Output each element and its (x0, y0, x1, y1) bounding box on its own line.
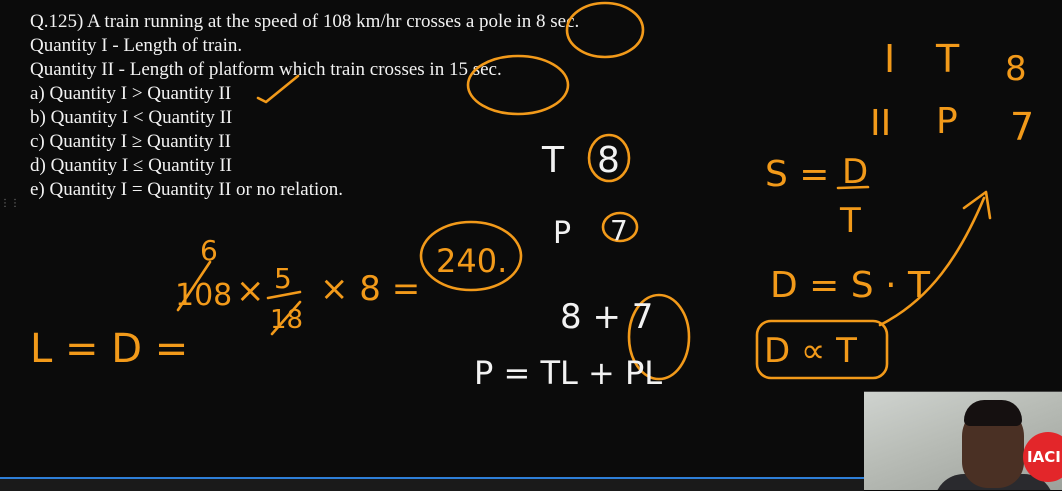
hw-p-label: P (936, 101, 958, 142)
hw-reduced-6: 6 (200, 234, 218, 267)
drag-handle-icon[interactable]: ⋮⋮ (0, 198, 20, 209)
hw-speed-lhs: S = (765, 154, 830, 195)
option-c: c) Quantity I ≥ Quantity II (30, 131, 231, 152)
hw-p-value: 7 (1010, 105, 1035, 149)
option-a: a) Quantity I > Quantity II (30, 83, 232, 104)
option-d: d) Quantity I ≤ Quantity II (30, 155, 232, 176)
hw-platform-eq: P = TL + PL (474, 354, 663, 392)
hw-frac-num: 5 (274, 262, 292, 295)
hw-mid-p-label: P (553, 216, 572, 251)
hw-times: × (236, 271, 265, 311)
hw-sum: 8 + 7 (560, 297, 654, 337)
question-line-2: Quantity I - Length of train. (30, 35, 243, 56)
presenter-hair (964, 400, 1022, 426)
question-line-1: Q.125) A train running at the speed of 108 km/hr crosses a pole in 8 sec. (30, 11, 580, 32)
question-line-3: Quantity II - Length of platform which train crosses in 15 sec. (30, 59, 502, 80)
option-e: e) Quantity I = Quantity II or no relation. (30, 179, 344, 200)
channel-logo: IACI (1023, 432, 1062, 482)
hw-mid-p-value: 7 (610, 214, 628, 247)
hw-roman-two: II (870, 103, 892, 144)
hw-t-value: 8 (1005, 49, 1027, 89)
check-mark-icon (258, 76, 298, 102)
hw-frac-den: 18 (270, 305, 304, 335)
hw-length-lhs: L = D = (30, 326, 189, 372)
hw-struck-108: 108 (175, 278, 233, 313)
circle-8-sec (567, 3, 643, 57)
hw-speed-numerator: D (842, 152, 869, 192)
hw-t-label: T (936, 37, 960, 81)
circle-15-sec (468, 56, 568, 114)
hw-result-240: 240. (436, 242, 508, 280)
hw-distance-formula: D = S · T (770, 265, 930, 306)
hw-times-8: × 8 = (320, 269, 421, 309)
hw-roman-one: I (884, 37, 896, 81)
hw-mid-t-label: T (542, 140, 564, 181)
hw-speed-denominator: T (840, 201, 861, 241)
hw-proportionality: D ∝ T (764, 331, 857, 371)
hw-mid-t-value: 8 (597, 140, 620, 181)
option-b: b) Quantity I < Quantity II (30, 107, 233, 128)
